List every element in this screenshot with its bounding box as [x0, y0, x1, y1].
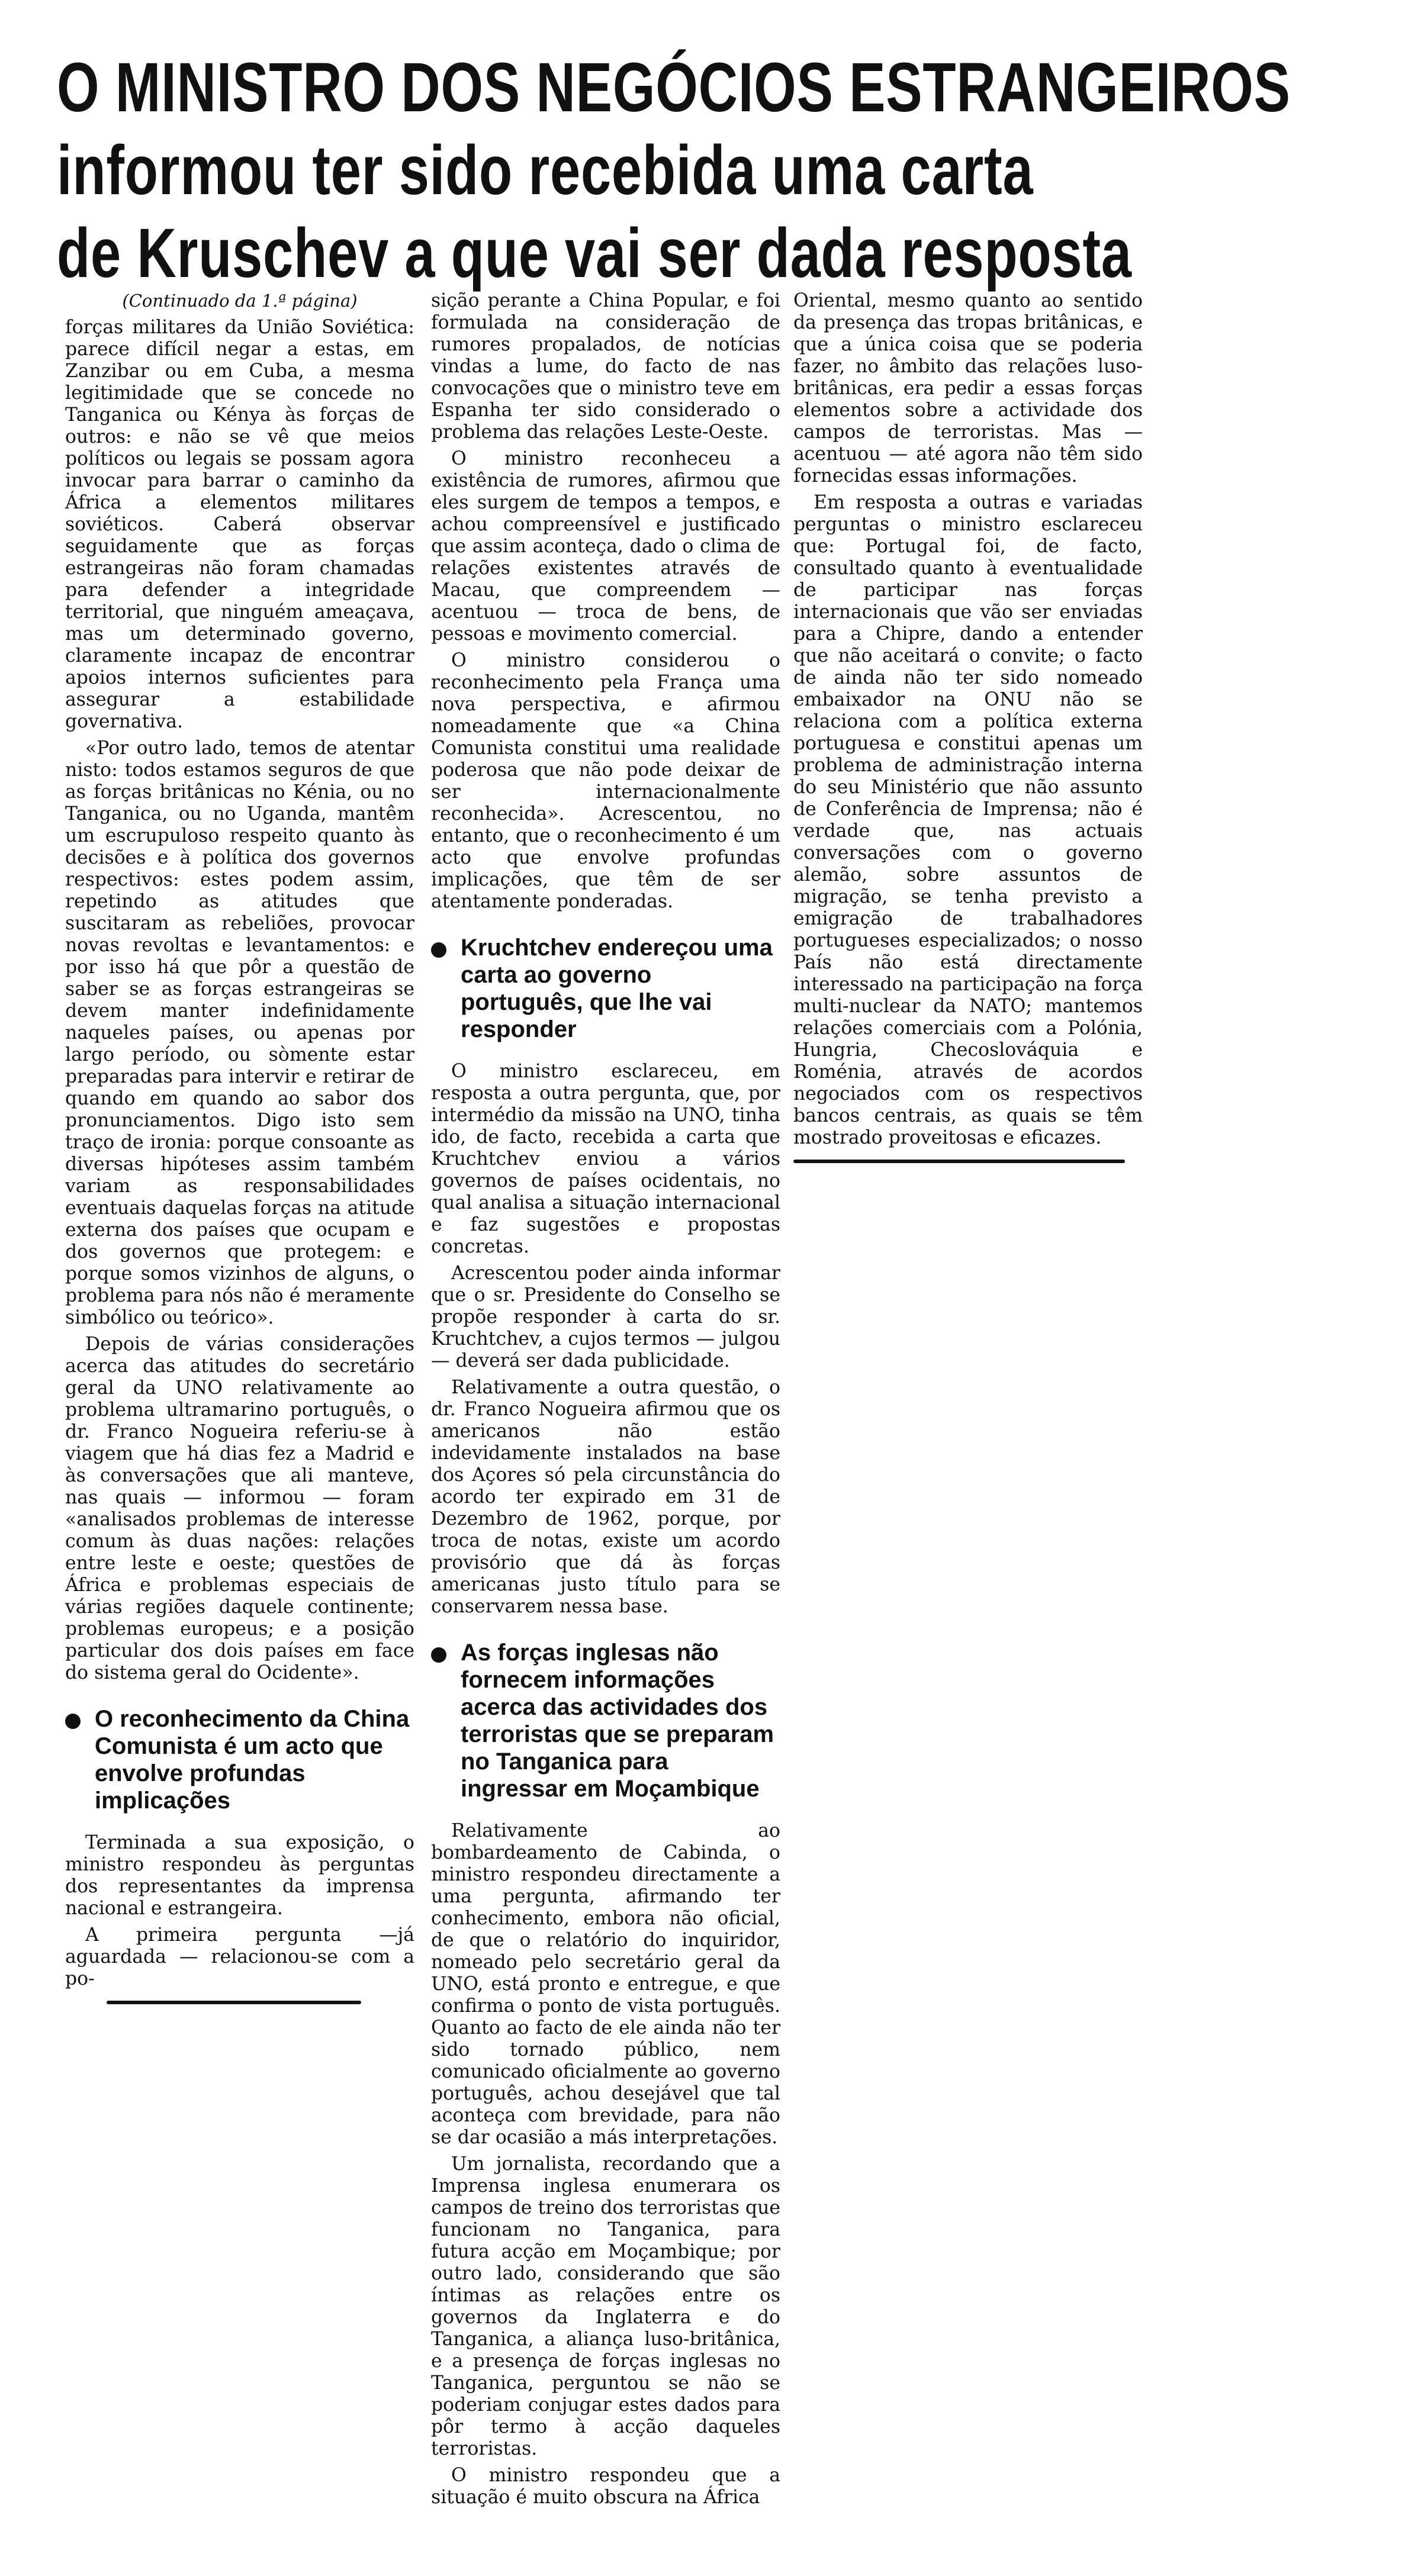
column-3 — [793, 290, 1143, 1163]
paragraph: Terminada a sua exposição, o ministro respondeu às perguntas dos representantes da imprensa nacional e estrangeira. — [65, 1832, 414, 1919]
bullet-icon — [431, 1647, 446, 1663]
paragraph: Depois de várias considerações acerca das atitudes do secretário geral da UNO relativamente ao problema ultramarino português, o dr. Franco Nogueira referiu-se à viagem que há dias fez a Madrid e às conversações que ali manteve, nas quais — informou — foram «analisados problemas de interesse comum às duas nações: relações entre leste e oeste; questões de África e problemas especiais de várias regiões daquele continente; problemas europeus; e a posição particular dos dois países em face do sistema geral do Ocidente». — [65, 1334, 414, 1683]
subheading-text: O reconhecimento da China Comunista é um acto que envolve profundas implicações — [95, 1706, 410, 1814]
bullet-icon — [431, 942, 446, 958]
headline-line-2: informou ter sido recebida uma carta — [57, 131, 1034, 210]
paragraph: Relativamente a outra questão, o dr. Franco Nogueira afirmou que os americanos não estão indevidamente instalados na base dos Açores só pela circunstância do acordo ter expirado em 31 de Dezembro de 1962, porque, por troca de notas, existe um acordo provisório que dá às forças americanas justo título para se conservarem nessa base. — [431, 1377, 780, 1617]
paragraph: Acrescentou poder ainda informar que o sr. Presidente do Conselho se propõe responder à carta do sr. Kruchtchev, a cujos termos — julgou — deverá ser dada publicidade. — [431, 1263, 780, 1371]
subheading — [431, 1639, 780, 1802]
subheading — [65, 1705, 414, 1814]
paragraph: sição perante a China Popular, e foi formulada na consideração de rumores propalados, de notícias vindas a lume, do facto de nas convocações que o ministro teve em Espanha ter sido considerado o problema das relações Leste-Oeste. — [431, 290, 780, 443]
bullet-icon — [65, 1714, 81, 1729]
paragraph: Oriental, mesmo quanto ao sentido da presença das tropas britânicas, e que a única coisa que se poderia fazer, no âmbito das relações luso-britânicas, era pedir a essas forças elementos sobre a actividade dos campos de terroristas. Mas — acentuou — até agora não têm sido fornecidas essas informações. — [793, 290, 1143, 487]
column-1 — [65, 290, 414, 2004]
paragraph: Relativamente ao bombardeamento de Cabinda, o ministro respondeu directamente a uma pergunta, afirmando ter conhecimento, embora não oficial, de que o relatório do inquiridor, nomeado pelo secretário geral da UNO, está pronto e entregue, e que confirma o ponto de vista português. Quanto ao facto de ele ainda não ter sido tornado público, nem comunicado oficialmente ao governo português, achou desejável que tal aconteça com brevidade, para não se dar ocasião a más interpretações. — [431, 1820, 780, 2148]
paragraph: O ministro esclareceu, em resposta a outra pergunta, que, por intermédio da missão na UNO, tinha ido, de facto, recebida a carta que Kruchtchev enviou a vários governos de países ocidentais, no qual analisa a situação internacional e faz sugestões e propostas concretas. — [431, 1061, 780, 1257]
subheading-text: As forças inglesas não fornecem informações acerca das actividades dos terroristas que se preparam no Tanganica para ingressar em Moçambique — [461, 1640, 774, 1802]
paragraph: O ministro reconheceu a existência de rumores, afirmou que eles surgem de tempos a tempos, e achou compreensível e justificado que assim aconteça, dado o clima de relações existentes através de Macau, que compreendem — acentuou — troca de bens, de pessoas e movimento comercial. — [431, 448, 780, 645]
end-rule — [793, 1160, 1125, 1163]
headline-line-1: O MINISTRO DOS NEGÓCIOS ESTRANGEIROS — [57, 49, 1291, 127]
end-rule — [107, 2001, 361, 2004]
subheading-text: Kruchtchev endereçou uma carta ao governo português, que lhe vai responder — [461, 935, 773, 1042]
column-2 — [431, 290, 780, 2513]
subheading — [431, 934, 780, 1043]
paragraph: Em resposta a outras e variadas perguntas o ministro esclareceu que: Portugal foi, de facto, consultado quanto à eventualidade de participar nas forças internacionais que vão ser enviadas para a Chipre, dando a entender que não aceitará o convite; o facto de ainda não ter sido nomeado embaixador na ONU não se relaciona com a política externa portuguesa e constitui apenas um problema de administração interna do seu Ministério que não assunto de Conferência de Imprensa; não é verdade que, nas actuais conversações com o governo alemão, sobre assuntos de migração, se tenha previsto a emigração de trabalhadores portugueses especializados; o nosso País não está directamente interessado na participação na força multi-nuclear da NATO; mantemos relações comerciais com a Polónia, Hungria, Checoslováquia e Roménia, através de acordos negociados com os respectivos bancos centrais, as quais se têm mostrado proveitosas e eficazes. — [793, 492, 1143, 1148]
paragraph: O ministro considerou o reconhecimento pela França uma nova perspectiva, e afirmou nomeadamente que «a China Comunista constitui uma realidade poderosa que não pode deixar de ser internacionalmente reconhecida». Acrescentou, no entanto, que o reconhecimento é um acto que envolve profundas implicações, que têm de ser atentamente ponderadas. — [431, 650, 780, 912]
headline-line-3: de Kruschev a que vai ser dada resposta — [57, 214, 1132, 292]
paragraph: forças militares da União Soviética: parece difícil negar a estas, em Zanzibar ou em Cuba, a mesma legitimidade que se concede no Tanganica ou Kénya às forças de outros: e não se vê que meios políticos ou legais se possam agora invocar para barrar o caminho da África a elementos militares soviéticos. Caberá observar seguidamente que as forças estrangeiras não foram chamadas para defender a integridade territorial, que ninguém ameaçava, mas um determinado governo, claramente incapaz de encontrar apoios internos suficientes para assegurar a estabilidade governativa. — [65, 317, 414, 732]
headline — [57, 46, 1291, 295]
paragraph: O ministro respondeu que a situação é muito obscura na África — [431, 2465, 780, 2508]
paragraph: A primeira pergunta —já aguardada — relacionou-se com a po- — [65, 1924, 414, 1989]
paragraph: Um jornalista, recordando que a Imprensa inglesa enumerara os campos de treino dos terroristas que funcionam no Tanganica, para futura acção em Moçambique; por outro lado, considerando que são íntimas as relações entre os governos da Inglaterra e do Tanganica, a aliança luso-britânica, e a presença de forças inglesas no Tanganica, perguntou se não se poderiam conjugar estes dados para pôr termo à acção daqueles terroristas. — [431, 2153, 780, 2459]
paragraph: «Por outro lado, temos de atentar nisto: todos estamos seguros de que as forças britânicas no Kénia, ou no Tanganica, ou no Uganda, mantêm um escrupuloso respeito quanto às decisões e à política dos governos respectivos: estes podem assim, repetindo as atitudes que suscitaram as rebeliões, provocar novas revoltas e levantamentos: e por isso há que pôr a questão de saber se as forças estrangeiras se devem manter indefinidamente naqueles países, ou apenas por largo período, ou sòmente estar preparadas para intervir e retirar de quando em quando ao sabor dos pronunciamentos. Digo isto sem traço de ironia: porque consoante as diversas hipóteses assim também variam as responsabilidades eventuais daquelas forças na atitude externa dos países que ocupam e dos governos que protegem: e porque somos vizinhos de alguns, o problema para nós não é meramente simbólico ou teórico». — [65, 738, 414, 1328]
continued-note: (Continuado da 1.ª página) — [122, 291, 358, 311]
